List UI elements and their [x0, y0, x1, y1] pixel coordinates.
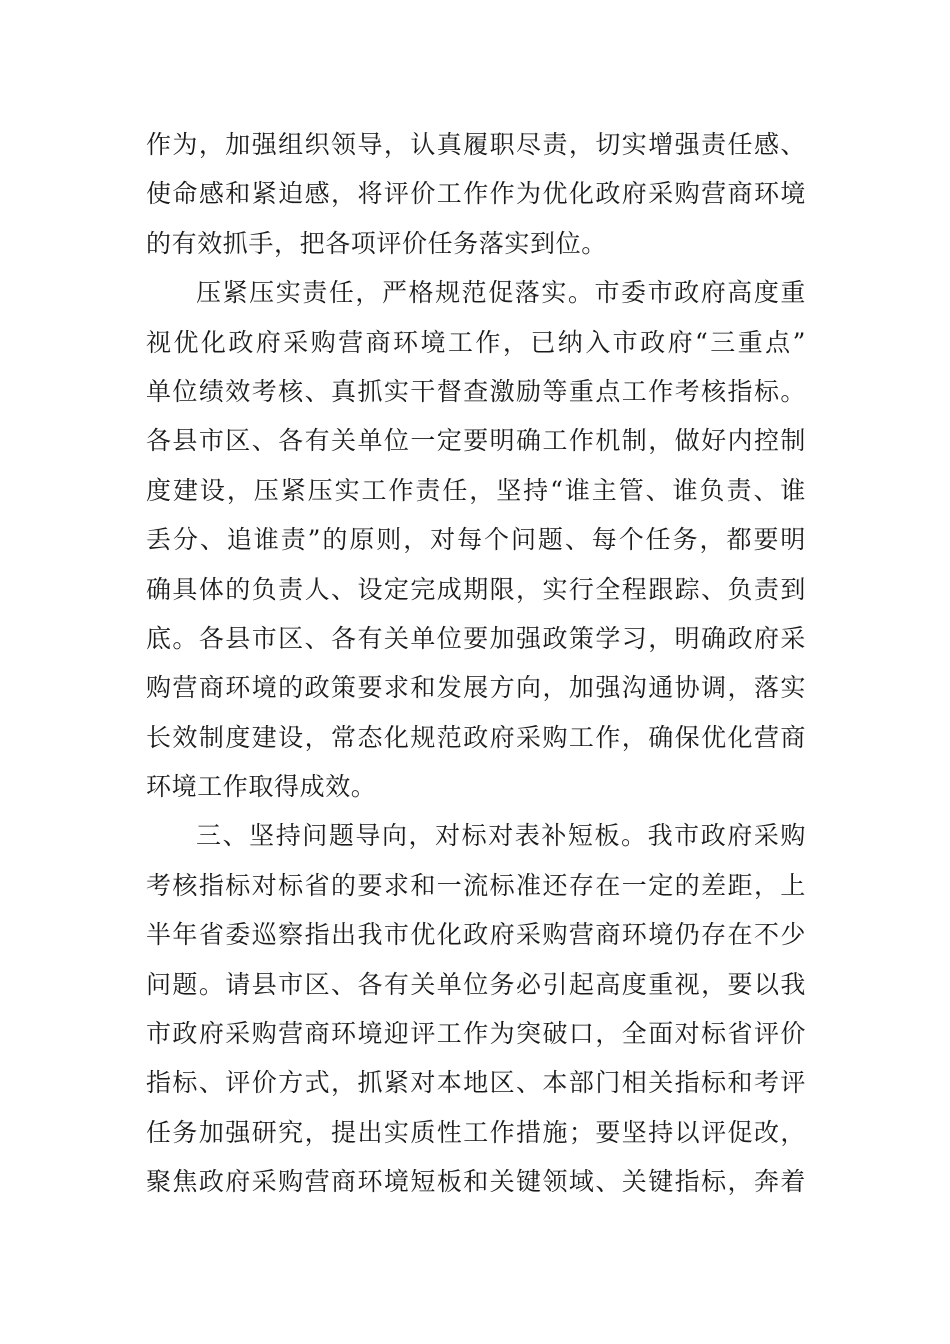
- text-line: 压紧压实责任，严格规范促落实。市委市政府高度重: [196, 278, 806, 308]
- document-body: [146, 120, 806, 1207]
- text-line: 考核指标对标省的要求和一流标准还存在一定的差距，上: [146, 870, 806, 900]
- text-line: 半年省委巡察指出我市优化政府采购营商环境仍存在不少: [146, 920, 806, 950]
- text-line: 丢分、追谁责”的原则，对每个问题、每个任务，都要明: [146, 525, 806, 555]
- text-line: 聚焦政府采购营商环境短板和关键领域、关键指标，奔着: [146, 1167, 806, 1197]
- text-line: 度建设，压紧压实工作责任，坚持“谁主管、谁负责、谁: [146, 475, 806, 505]
- paragraph: [146, 268, 806, 811]
- text-line: 任务加强研究，提出实质性工作措施；要坚持以评促改，: [146, 1117, 806, 1147]
- text-line: 环境工作取得成效。: [146, 772, 377, 802]
- text-line: 三、坚持问题导向，对标对表补短板。我市政府采购: [196, 821, 806, 851]
- paragraph: [146, 811, 806, 1206]
- text-line: 各县市区、各有关单位一定要明确工作机制，做好内控制: [146, 426, 806, 456]
- text-line: 确具体的负责人、设定完成期限，实行全程跟踪、负责到: [146, 574, 806, 604]
- text-line: 使命感和紧迫感，将评价工作作为优化政府采购营商环境: [146, 179, 806, 209]
- text-line: 底。各县市区、各有关单位要加强政策学习，明确政府采: [146, 623, 806, 653]
- text-line: 市政府采购营商环境迎评工作为突破口，全面对标省评价: [146, 1019, 806, 1049]
- text-line: 购营商环境的政策要求和发展方向，加强沟通协调，落实: [146, 673, 806, 703]
- text-line: 长效制度建设，常态化规范政府采购工作，确保优化营商: [146, 722, 806, 752]
- text-line: 视优化政府采购营商环境工作，已纳入市政府“三重点”: [146, 327, 806, 357]
- text-line: 作为，加强组织领导，认真履职尽责，切实增强责任感、: [146, 130, 806, 159]
- text-line: 单位绩效考核、真抓实干督查激励等重点工作考核指标。: [146, 376, 806, 406]
- text-line: 问题。请县市区、各有关单位务必引起高度重视，要以我: [146, 969, 806, 999]
- paragraph: [146, 120, 806, 268]
- text-line: 的有效抓手，把各项评价任务落实到位。: [146, 228, 607, 258]
- text-line: 指标、评价方式，抓紧对本地区、本部门相关指标和考评: [146, 1068, 806, 1098]
